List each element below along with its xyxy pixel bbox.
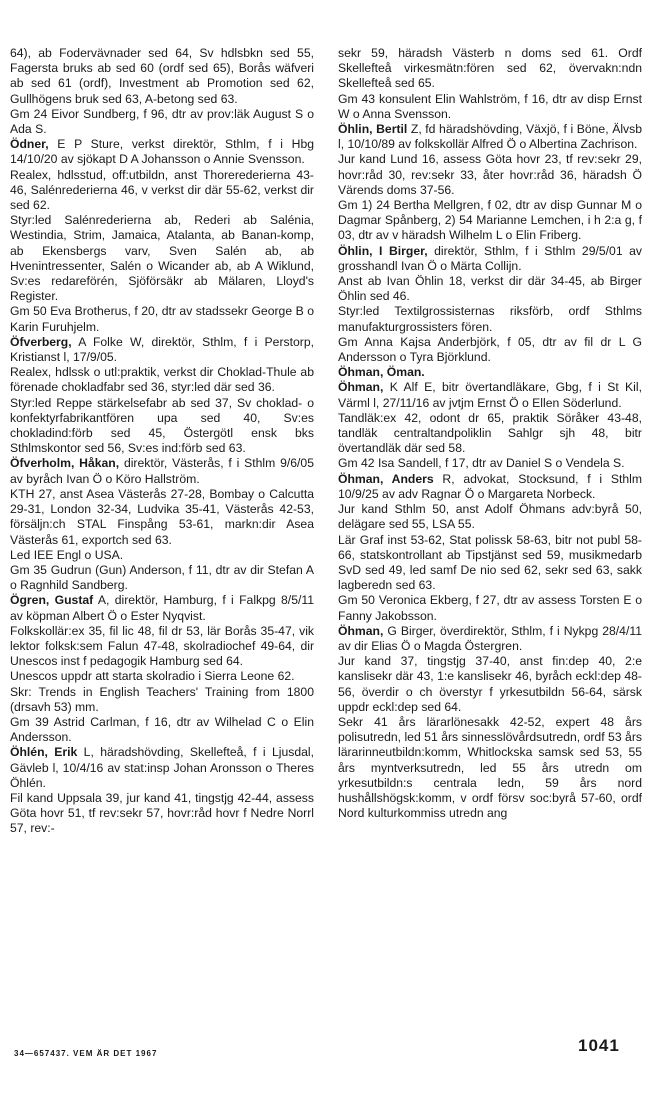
paragraph-text: Jur kand Lund 16, assess Göta hovr 23, tf rev:sekr 29, hovr:råd 30, rev:sekr 33, åter hovr:råd 36, häradsh Ö Värends doms 37-56. [338, 152, 642, 197]
page-number: 1041 [578, 1036, 620, 1055]
biography-paragraph [10, 791, 314, 837]
biography-paragraph [10, 107, 314, 137]
footer-publication-code: 34—657437. VEM ÄR DET 1967 [14, 1049, 158, 1058]
entry-name: Öhman, Öman. [338, 365, 425, 380]
biography-paragraph [338, 593, 642, 623]
biography-paragraph [10, 168, 314, 214]
biography-paragraph [338, 715, 642, 821]
paragraph-text: sekr 59, häradsh Västerb n doms sed 61. Ordf Skellefteå virkesmätn:fören sed 62, övervakn:ndn Skellefteå sed 65. [338, 46, 642, 91]
paragraph-text: Jur kand Sthlm 50, anst Adolf Öhmans adv:byrå 50, delägare sed 55, LSA 55. [338, 502, 642, 532]
entry-name: Öhman, [338, 623, 384, 638]
biography-paragraph [10, 365, 314, 395]
paragraph-text: Tandläk:ex 42, odont dr 65, praktik Söråker 43-48, tandläk centraltandpoliklin Sahlgr sjh 48, bitr övertandläk där sed 58. [338, 410, 642, 456]
biography-entry [10, 456, 314, 486]
biography-paragraph [338, 411, 642, 457]
biography-paragraph [338, 654, 642, 715]
paragraph-text: Gm Anna Kajsa Anderbjörk, f 05, dtr av fil dr L G Andersson o Tyra Björklund. [338, 334, 642, 365]
biography-entry [338, 472, 642, 502]
paragraph-text: 64), ab Fodervävnader sed 64, Sv hdlsbkn sed 55, Fagersta bruks ab sed 60 (ordf sed 65), Borås wäfveri ab sed 61 (ordf), Investment ab Promotion sed 62, Gullhögens bruk sed 63, A-betong sed 63. [10, 46, 314, 106]
paragraph-text: A Folke W, direktör, Sthlm, f i Perstorp, Kristianst l, 17/9/05. [10, 334, 314, 365]
biography-paragraph [338, 92, 642, 122]
paragraph-text: K Alf E, bitr övertandläkare, Gbg, f i St Kil, Värml l, 27/11/16 av jvtjm Ernst Ö o Ellen Söderlund. [338, 380, 642, 410]
biography-entry [10, 335, 314, 365]
entry-name: Öhlén, Erik [10, 745, 78, 760]
biography-paragraph [338, 533, 642, 594]
biography-paragraph [338, 152, 642, 198]
biography-entry [338, 122, 642, 152]
paragraph-text: G Birger, överdirektör, Sthlm, f i Nykpg 28/4/11 av dir Elias Ö o Magda Östergren. [338, 623, 642, 653]
biography-entry [338, 380, 642, 410]
entry-name: Öfverholm, Håkan, [10, 456, 120, 471]
paragraph-text: Sekr 41 års lärarlönesakk 42-52, expert 48 års polisutredn, led 51 års sinnesslövårdsutredn, ordf 53 års lärarinneutbildn:komm, Whitlockska samsk sed 53, 55 års myntverksutredn, led 55 års utredn om yrkesutbildn:s centrala ledn, 59 års nord hushållshögsk:komm, v ordf försv soc:byrå 57-60, ordf Nord kulturkommiss utredn ang [338, 714, 642, 821]
biography-entry [338, 365, 642, 380]
biography-paragraph [338, 198, 642, 244]
biography-entry [338, 244, 642, 274]
paragraph-text: Realex, hdlsstud, off:utbildn, anst Thorerederierna 43-46, Salénrederierna 46, v verkst dir där 55-62, verkst dir sed 62. [10, 167, 314, 213]
biography-entry [10, 137, 314, 167]
biography-paragraph [338, 46, 642, 92]
biography-paragraph [338, 456, 642, 471]
paragraph-text: direktör, Västerås, f i Sthlm 9/6/05 av byråch Ivan Ö o Köro Hallström. [10, 456, 314, 486]
biography-paragraph [10, 548, 314, 563]
paragraph-text: Realex, hdlssk o utl:praktik, verkst dir Choklad-Thule ab förenade chokladfabr sed 36, styr:led där sed 36. [10, 365, 314, 395]
paragraph-text: L, häradshövding, Skellefteå, f i Ljusdal, Gävleb l, 10/4/16 av stat:insp Johan Aronsson o Theres Öhlén. [10, 745, 315, 790]
paragraph-text: Z, fd häradshövding, Växjö, f i Böne, Älvsb l, 10/10/89 av folkskollär Alfred Ö o Albertina Zachrison. [338, 122, 642, 152]
biography-paragraph [10, 396, 314, 457]
entry-name: Öhman, [338, 380, 384, 395]
biography-paragraph [338, 335, 642, 365]
entry-name: Öfverberg, [10, 334, 72, 349]
biography-paragraph [338, 502, 642, 532]
right-column [338, 46, 642, 821]
paragraph-text: Styr:led Textilgrossisternas riksförb, ordf Sthlms manufakturgrossisters fören. [338, 304, 642, 334]
biography-entry [338, 624, 642, 654]
entry-name: Ödner, [10, 137, 49, 152]
biography-paragraph [338, 274, 642, 304]
paragraph-text: Gm 1) 24 Bertha Mellgren, f 02, dtr av disp Gunnar M o Dagmar Spånberg, 2) 54 Marianne Lemchen, i h 2:a g, f 03, dtr av v häradsh Wilhelm L o Elin Friberg. [338, 198, 642, 243]
biography-paragraph [10, 304, 314, 334]
biography-entry [10, 745, 314, 791]
paragraph-text: Anst ab Ivan Öhlin 18, verkst dir där 34-45, ab Birger Öhlin sed 46. [338, 274, 642, 304]
paragraph-text: Gm 43 konsulent Elin Wahlström, f 16, dtr av disp Ernst W o Anna Svensson. [338, 91, 642, 121]
paragraph-text: A, direktör, Hamburg, f i Falkpg 8/5/11 av köpman Albert Ö o Ester Nyqvist. [10, 593, 315, 623]
paragraph-text: Gm 24 Eivor Sundberg, f 96, dtr av prov:läk August S o Ada S. [10, 106, 314, 137]
paragraph-text: KTH 27, anst Asea Västerås 27-28, Bombay o Calcutta 29-31, London 32-34, Ludvika 35-41, Västerås 42-53, försäljn:ch STAL Finspång 53-61, markn:dir Asea Västerås 61, exportch sed 63. [10, 486, 314, 547]
entry-name: Öhlin, I Birger, [338, 243, 428, 258]
paragraph-text: Unescos uppdr att starta skolradio i Sierra Leone 62. [10, 669, 295, 684]
biography-paragraph [10, 685, 314, 715]
biography-paragraph [10, 487, 314, 548]
paragraph-text: Fil kand Uppsala 39, jur kand 41, tingstjg 42-44, assess Göta hovr 51, tf rev:sekr 57, hovr:råd hovr f Nedre Norrl 57, rev:- [10, 790, 314, 836]
biography-paragraph [10, 715, 314, 745]
paragraph-text: Skr: Trends in English Teachers' Training from 1800 (drsavh 53) mm. [10, 684, 314, 714]
biography-paragraph [10, 624, 314, 670]
paragraph-text: Led IEE Engl o USA. [10, 547, 124, 562]
paragraph-text: Jur kand 37, tingstjg 37-40, anst fin:dep 40, 2:e kanslisekr där 43, 1:e kanslisekr 46, byråch eckl:dep 48-56, överdir o ch överstyr f yrkesutbildn 56-64, särsk uppdr eckl:dep sed 64. [338, 654, 642, 714]
paragraph-text: Gm 42 Isa Sandell, f 17, dtr av Daniel S o Vendela S. [338, 456, 625, 471]
biography-entry [10, 593, 314, 623]
paragraph-text: E P Sture, verkst direktör, Sthlm, f i Hbg 14/10/20 av sjökapt D A Johansson o Annie Svensson. [10, 137, 314, 167]
biography-paragraph [10, 213, 314, 304]
paragraph-text: Gm 39 Astrid Carlman, f 16, dtr av Wilhelad C o Elin Andersson. [10, 714, 314, 745]
paragraph-text: Gm 50 Eva Brotherus, f 20, dtr av stadssekr George B o Karin Furuhjelm. [10, 304, 314, 334]
left-column [10, 46, 314, 837]
paragraph-text: Folkskollär:ex 35, fil lic 48, fil dr 53, lär Borås 35-47, vik lektor folksk:sem Falun 47-48, skolradiochef 49-64, dir Unescos inst f pedagogik Hamburg sed 64. [10, 623, 314, 669]
biography-paragraph [338, 304, 642, 334]
paragraph-text: Styr:led Salénrederierna ab, Rederi ab Salénia, Westindia, Strim, Jamaica, Atalanta, ab Banan-komp, ab Ekensbergs varv, Sven Salén ab, ab Hvenintressenter, Salén o Wicander ab, ab A Wiklund, Sv:es redareförén, Sjöförsäkr ab Mälaren, Lloyd's Register. [10, 213, 314, 304]
paragraph-text: Gm 35 Gudrun (Gun) Anderson, f 11, dtr av dir Stefan A o Ragnhild Sandberg. [10, 562, 314, 593]
entry-name: Öhlin, Bertil [338, 122, 408, 137]
paragraph-text: R, advokat, Stocksund, f i Sthlm 10/9/25 av adv Ragnar Ö o Margareta Norbeck. [338, 471, 642, 501]
paragraph-text: direktör, Sthlm, f i Sthlm 29/5/01 av grosshandl Ivan Ö o Märta Collijn. [338, 243, 643, 273]
paragraph-text: Gm 50 Veronica Ekberg, f 27, dtr av assess Torsten E o Fanny Jakobsson. [338, 593, 642, 623]
paragraph-text: Styr:led Reppe stärkelsefabr ab sed 37, Sv choklad- o konfektyrfabrikantfören upa sed 40, Sv:es chokladind:förb sed 45, Östergötl ensk bks Sthlmskontor sed 56, Sv:es ind:förb sed 63. [10, 395, 314, 456]
entry-name: Ögren, Gustaf [10, 593, 94, 608]
biography-paragraph [10, 46, 314, 107]
paragraph-text: Lär Graf inst 53-62, Stat polissk 58-63, bitr not publ 58-66, statskontrollant ab Tipstjänst sed 59, musikmedarb SvD sed 49, led samf De nio sed 62, sekr sed 63, sakk lagberedn sed 63. [338, 532, 642, 593]
biography-paragraph [10, 563, 314, 593]
biography-paragraph [10, 669, 314, 684]
entry-name: Öhman, Anders [338, 471, 434, 486]
